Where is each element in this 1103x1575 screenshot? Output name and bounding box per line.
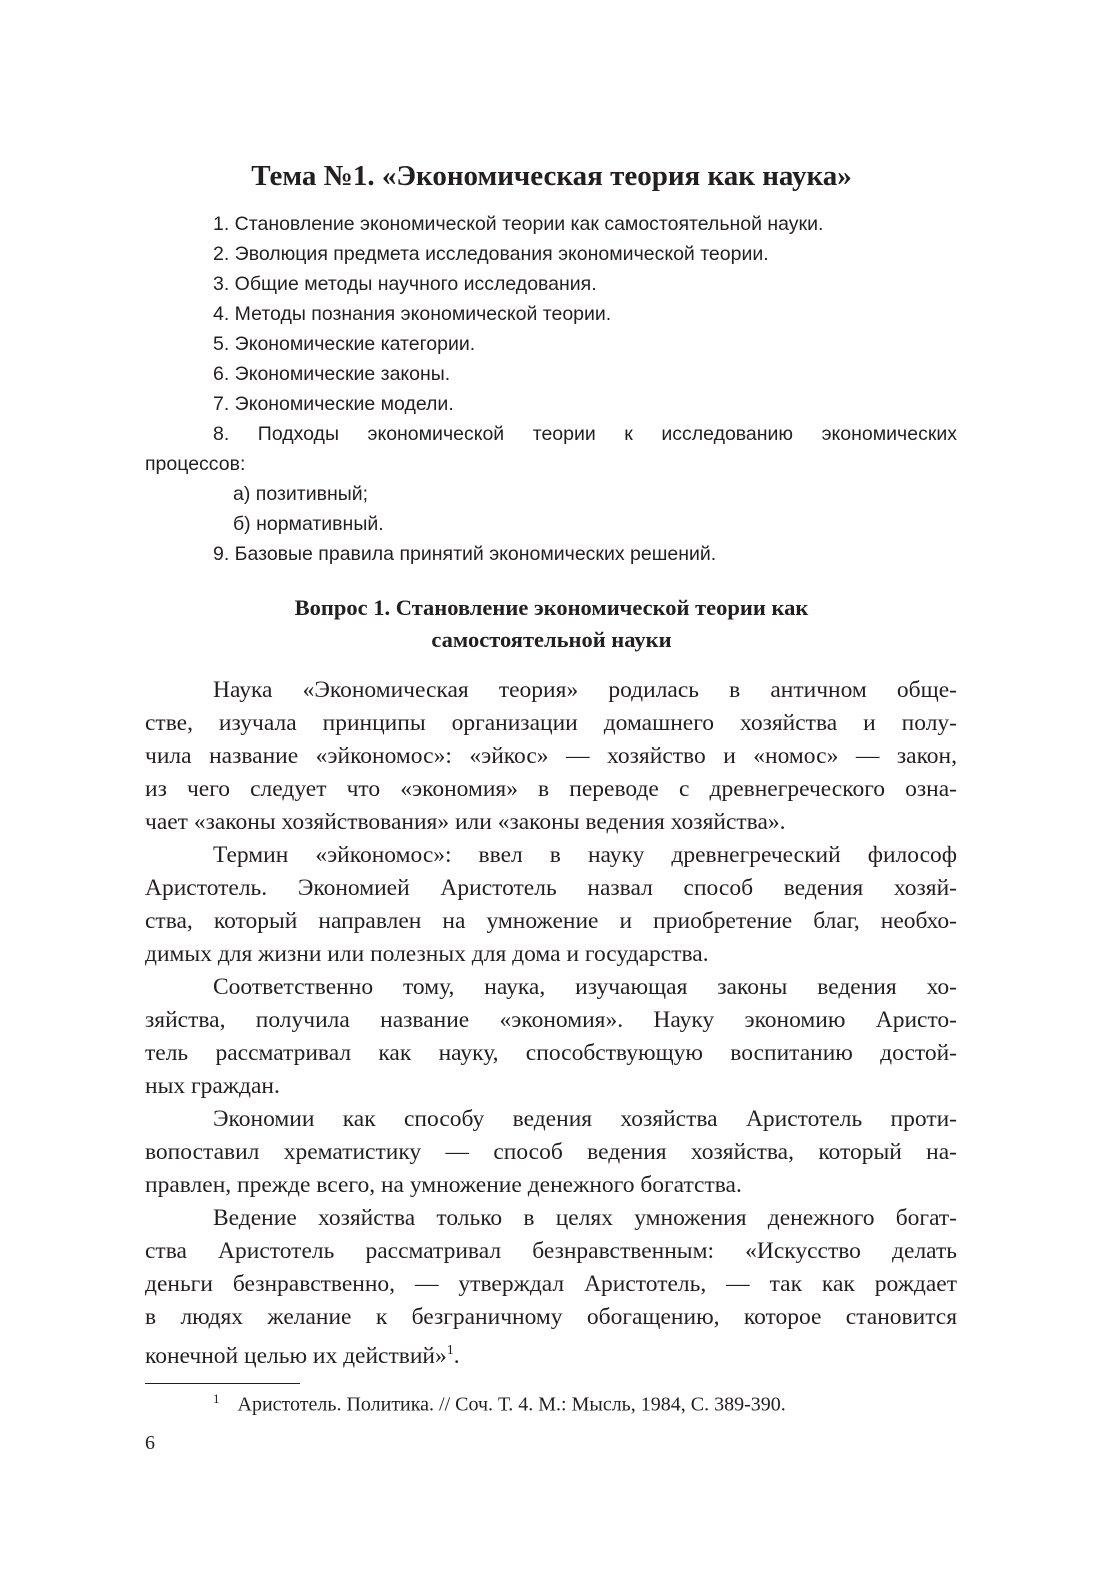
text-line: Термин «эйкономос»: ввел в науку древнегреческий философ — [213, 842, 957, 868]
text-line: ства Аристотель рассматривал безнравственным: «Искусство делать — [145, 1238, 957, 1264]
list-item: 6. Экономические законы. — [213, 363, 451, 385]
list-item: 5. Экономические категории. — [213, 333, 476, 355]
text-line: зяйства, получила название «экономия». Науку экономию Аристо- — [145, 1007, 957, 1033]
list-item-continuation: процессов: — [145, 453, 246, 475]
paragraph — [145, 674, 957, 839]
text-line: Экономии как способу ведения хозяйства Аристотель проти- — [213, 1106, 957, 1132]
text-line: Наука «Экономическая теория» родилась в античном обще- — [213, 677, 957, 703]
list-item: 1. Становление экономической теории как самостоятельной науки. — [213, 213, 824, 235]
footnote-reference[interactable]: 1 — [446, 1343, 454, 1358]
text-line: Ведение хозяйства только в целях умножения денежного богат- — [213, 1205, 957, 1231]
paragraph — [145, 1103, 957, 1202]
list-item: 7. Экономические модели. — [213, 393, 454, 415]
text-line: правлен, прежде всего, на умножение денежного богатства. — [145, 1172, 742, 1198]
text-line: деньги безнравственно, — утверждал Аристотель, — так как рождает — [145, 1271, 957, 1297]
text-line: Соответственно тому, наука, изучающая законы ведения хо- — [213, 974, 957, 1000]
text-line: ства, который направлен на умножение и приобретение благ, необхо- — [145, 908, 957, 934]
list-subitem: а) позитивный; — [233, 483, 369, 505]
list-subitem: б) нормативный. — [233, 513, 384, 535]
list-item: 4. Методы познания экономической теории. — [213, 303, 612, 325]
text-line: конечной целью их действий»$^1$. — [145, 1342, 460, 1369]
list-item: 3. Общие методы научного исследования. — [213, 273, 597, 295]
text-line: стве, изучала принципы организации домашнего хозяйства и полу- — [145, 710, 957, 736]
list-item: 8. Подходы экономической теории к исследованию экономических — [213, 423, 957, 445]
text-line: тель рассматривал как науку, способствующую воспитанию достой- — [145, 1040, 957, 1066]
text-line: чила название «эйкономос»: «эйкос» — хозяйство и «номос» — закон, — [145, 743, 957, 769]
text-line-content: конечной целью их действий» — [145, 1342, 447, 1369]
list-item: 2. Эволюция предмета исследования экономической теории. — [213, 243, 769, 265]
text-line: в людях желание к безграничному обогащению, которое становится — [145, 1304, 957, 1330]
body-text — [145, 674, 957, 1373]
paragraph — [145, 971, 957, 1103]
text-line: чает «законы хозяйствования» или «законы ведения хозяйства». — [145, 809, 786, 835]
topic-plan-list — [145, 209, 957, 569]
section-heading — [0, 592, 1103, 656]
footnote-separator — [145, 1383, 300, 1384]
section-heading-line: самостоятельной науки — [431, 627, 672, 652]
footnote-text: Аристотель. Политика. // Соч. Т. 4. М.: Мысль, 1984, С. 389-390. — [237, 1393, 786, 1416]
footnote-number: 1 — [213, 1391, 220, 1406]
text-line: Аристотель. Экономией Аристотель назвал способ ведения хозяй- — [145, 875, 957, 901]
page-number: 6 — [145, 1432, 155, 1454]
paragraph — [145, 839, 957, 971]
page-title: Тема №1. «Экономическая теория как наука» — [251, 160, 852, 192]
section-heading-line: Вопрос 1. Становление экономической теории как — [294, 595, 809, 620]
text-line: из чего следует что «экономия» в переводе с древнегреческого озна- — [145, 776, 957, 802]
footnote — [213, 1391, 786, 1417]
text-line: вопоставил хрематистику — способ ведения хозяйства, который на- — [145, 1139, 957, 1165]
text-line: димых для жизни или полезных для дома и государства. — [145, 941, 709, 967]
list-item: 9. Базовые правила принятий экономических решений. — [213, 543, 717, 565]
text-line: ных граждан. — [145, 1073, 280, 1099]
paragraph — [145, 1202, 957, 1373]
